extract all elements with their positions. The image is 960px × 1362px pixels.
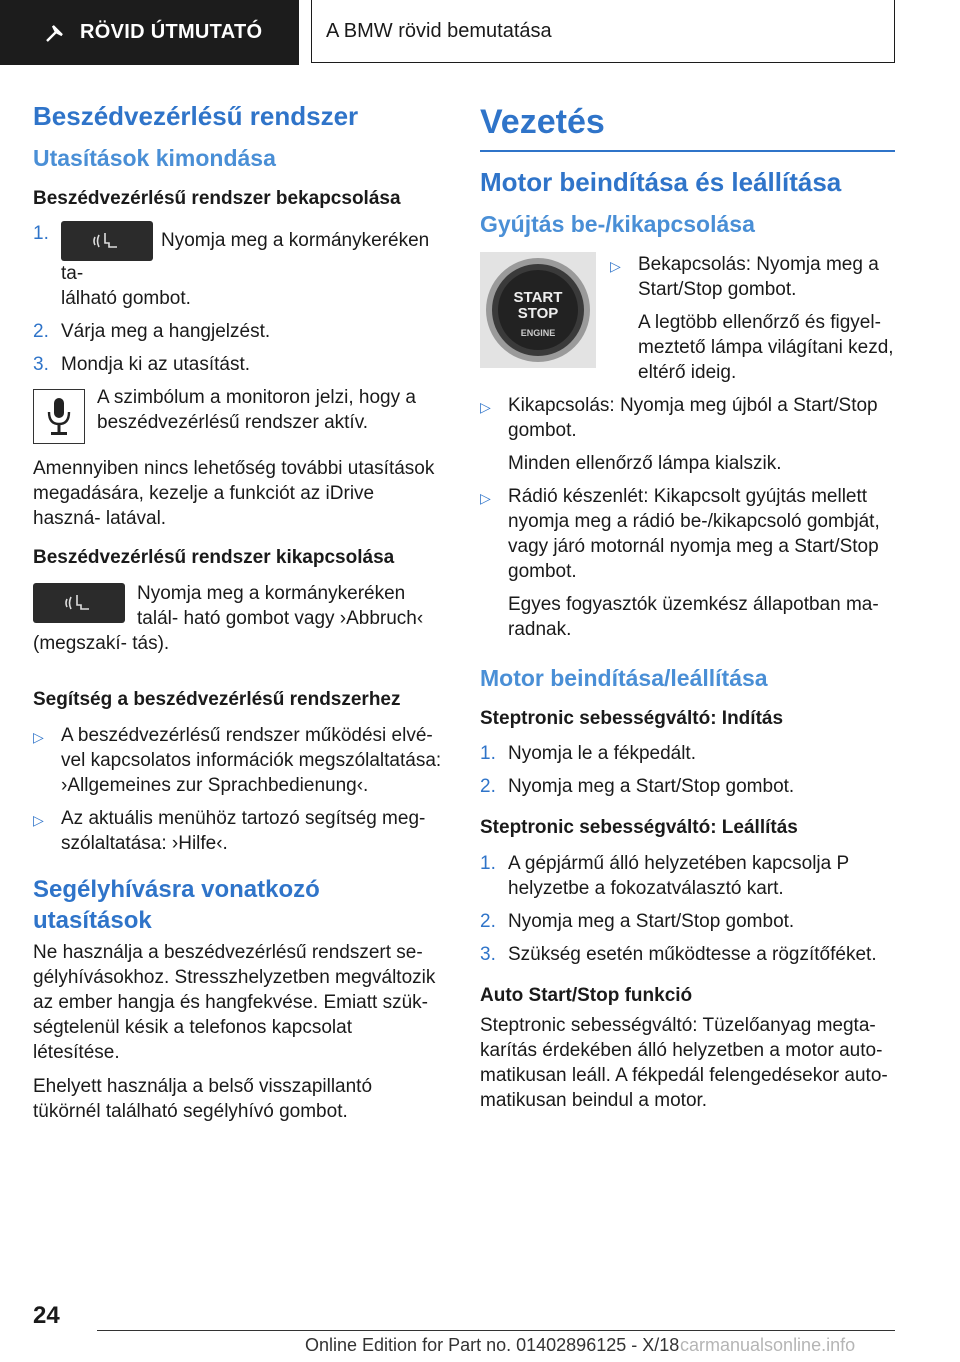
driving-title: Vezetés — [480, 100, 895, 152]
chapter-title: A BMW rövid bemutatása — [326, 19, 552, 42]
list-item: ▷ Az aktuális menühöz tartozó segítség meg- szólaltatása: ›Hilfe‹. — [33, 807, 426, 854]
auto-start-stop-text: Steptronic sebességváltó: Tüzelőanyag megta- karítás érdekében álló helyzetben a motor auto- matikusan leáll. A fékpedál felengedésekor auto- matikusan beindul a motor. — [480, 1014, 888, 1111]
chapter-tab — [311, 0, 895, 63]
engine-label: ENGINE — [520, 327, 556, 338]
voice-button-icon — [33, 583, 125, 623]
engine-start-stop-title: Motor beindítása és leállítása — [480, 167, 842, 198]
edition-footer: Online Edition for Part no. 01402896125 - X/18 — [305, 1335, 680, 1355]
page-number: 24 — [33, 1302, 60, 1329]
voice-button-icon — [61, 221, 153, 261]
list-item: 1. Nyomja le a fékpedált. — [480, 743, 696, 765]
emergency-text-1: Ne használja a beszédvezérlésű rendszert se- gélyhívásokhoz. Stresszhelyzetben megváltozik az ember hangja és hangfekvése. Emiatt szük- ségtelenül késik a telefonos kapcsolat létesítése. — [33, 941, 436, 1063]
left-column — [33, 100, 443, 1133]
section-header — [0, 0, 299, 65]
symbol-note: A szimbólum a monitoron jelzi, hogy a beszédvezérlésű rendszer aktív. — [97, 387, 416, 434]
voice-off-heading: Beszédvezérlésű rendszer kikapcsolása — [33, 547, 395, 569]
microphone-icon — [33, 389, 85, 444]
list-item: 2. Nyomja meg a Start/Stop gombot. — [480, 776, 795, 798]
list-item: 2. Várja meg a hangjelzést. — [33, 321, 271, 343]
steptronic-start-heading: Steptronic sebességváltó: Indítás — [480, 707, 784, 729]
triangle-bullet-icon: ▷ — [33, 728, 44, 745]
triangle-bullet-icon: ▷ — [480, 489, 491, 506]
list-item: 3. Szükség esetén működtesse a rögzítőféket. — [480, 944, 877, 966]
right-column — [480, 100, 895, 1122]
list-item: ▷ A beszédvezérlésű rendszer működési elvé- vel kapcsolatos információk megszólaltatása: ›Allgemeines zur Sprachbedienung‹. — [33, 724, 442, 796]
footer-divider — [97, 1330, 895, 1331]
stop-label: STOP — [517, 304, 559, 322]
triangle-bullet-icon: ▷ — [610, 257, 621, 274]
voice-on-heading: Beszédvezérlésű rendszer bekapcsolása — [33, 187, 401, 209]
start-stop-button-image — [480, 252, 596, 368]
help-heading: Segítség a beszédvezérlésű rendszerhez — [33, 688, 401, 710]
ignition-subtitle: Gyújtás be-/kikapcsolása — [480, 210, 755, 237]
triangle-bullet-icon: ▷ — [33, 811, 44, 828]
motor-subtitle: Motor beindítása/leállítása — [480, 664, 768, 691]
section-title: RÖVID ÚTMUTATÓ — [80, 21, 263, 43]
list-item: 1. A gépjármű álló helyzetében kapcsolja P helyzetbe a fokozatválasztó kart. — [480, 853, 849, 900]
list-item: 2. Nyomja meg a Start/Stop gombot. — [480, 911, 795, 933]
auto-start-stop-heading: Auto Start/Stop funkció — [480, 985, 693, 1007]
list-item: ▷ Kikapcsolás: Nyomja meg újból a Start/Stop gombot. Minden ellenőrző lámpa kialszik. — [480, 394, 878, 474]
no-more-commands-text: Amennyiben nincs lehetőség további utasítások megadására, kezelje a funkciót az iDrive haszná- latával. — [33, 458, 435, 530]
list-item: 1. Nyomja meg a kormánykeréken ta- lálható gombot. — [33, 223, 430, 310]
watermark: carmanualsonline.info — [680, 1335, 856, 1355]
voice-off-text: Nyomja meg a kormánykeréken talál- ható gombot vagy ›Abbruch‹ (megszakí- tás). — [33, 582, 424, 654]
start-label: START — [513, 288, 563, 306]
voice-control-title: Beszédvezérlésű rendszer — [33, 101, 359, 131]
emergency-text-2: Ehelyett használja a belső visszapillantó tükörnél található segélyhívó gombot. — [33, 1075, 373, 1122]
quick-reference-icon — [44, 22, 66, 44]
list-item: ▷ Rádió készenlét: Kikapcsolt gyújtás mellett nyomja meg a rádió be-/kikapcsoló gombját, vagy járó motornál nyomja meg a Start/Stop gombot. Egyes fogyasztók üzemkész állapotban ma- radnak. — [480, 485, 880, 640]
emergency-subtitle: Segélyhívásra vonatkozó utasítások — [33, 875, 320, 934]
commands-subtitle: Utasítások kimondása — [33, 144, 276, 171]
steptronic-stop-heading: Steptronic sebességváltó: Leállítás — [480, 817, 798, 839]
list-item: ▷ Bekapcsolás: Nyomja meg a Start/Stop gombot. A legtöbb ellenőrző és figyel- meztető lámpa világítani kezd, eltérő ideig. — [610, 253, 894, 383]
triangle-bullet-icon: ▷ — [480, 398, 491, 415]
list-item: 3. Mondja ki az utasítást. — [33, 354, 251, 376]
